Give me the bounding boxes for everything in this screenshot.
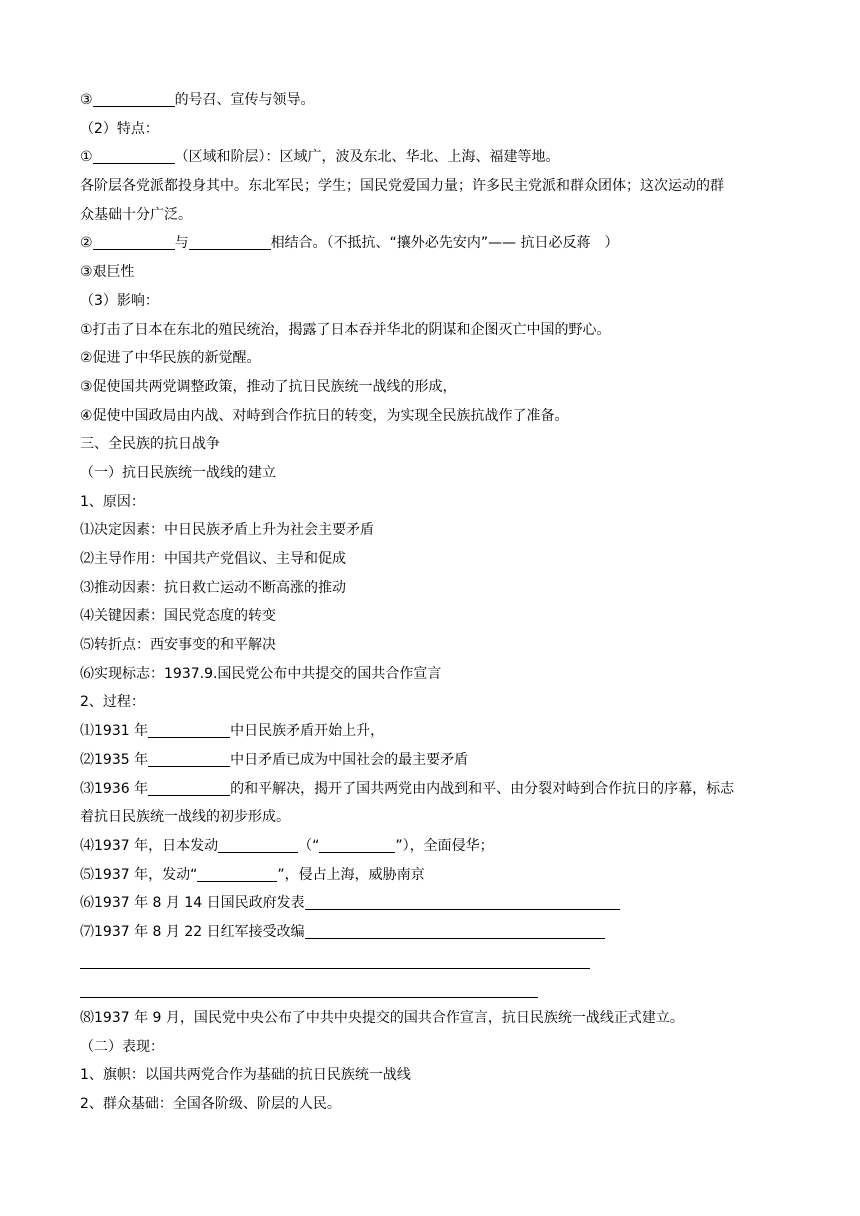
line-text: 2、群众基础：全国各阶级、阶层的人民。 [80,1096,341,1113]
text-line [80,602,780,631]
text-line [80,746,780,775]
text-line [80,229,780,258]
line-text: ⑴决定因素：中日民族矛盾上升为社会主要矛盾 [80,522,374,539]
line-text: ”），全面侵华； [395,837,494,854]
line-text: ”，侵占上海，威胁南京 [277,866,425,883]
text-line [80,574,780,603]
line-text: ⑸1937 年，发动“ [80,866,198,883]
line-text: （2）特点： [80,120,159,137]
answer-line[interactable] [80,947,780,976]
line-text: 1、原因： [80,493,145,510]
subsection-heading [80,688,780,717]
line-text: ⑴1931 年 [80,723,149,740]
fill-blank[interactable] [93,147,175,164]
section-heading [80,459,780,488]
line-text: 各阶层各党派都投身其中。东北军民；学生；国民党爱国力量；许多民主党派和群众团体；这次运动的群 [80,178,724,195]
fill-blank[interactable] [305,922,605,939]
line-text: （“ [298,837,320,854]
text-line [80,516,780,545]
line-text: （区域和阶层）：区域广，波及东北、华北、上海、福建等地。 [174,149,560,166]
text-line [80,545,780,574]
text-line [80,86,780,115]
line-text: 着抗日民族统一战线的初步形成。 [80,809,290,826]
text-line [80,316,780,345]
line-text: ① [80,149,93,166]
underline [80,997,538,998]
line-text: 相结合。（不抵抗、“攘外必先安内”—— 抗日必反蒋 ） [270,235,619,252]
text-line [80,660,780,689]
line-text: ② [80,235,93,252]
fill-blank[interactable] [218,836,298,853]
line-text: 中日民族矛盾开始上升， [230,723,385,740]
line-text: ③ [80,92,93,108]
text-line [80,1061,780,1090]
line-text: ⑷关键因素：国民党态度的转变 [80,608,276,625]
line-text: ③促使国共两党调整政策，推动了抗日民族统一战线的形成， [80,378,457,395]
text-line [80,373,780,402]
fill-blank[interactable] [93,233,175,250]
line-text: （二）表现： [80,1038,164,1055]
text-line [80,775,780,804]
text-line [80,631,780,660]
line-text: ⑹实现标志：1937.9.国民党公布中共提交的国共合作宣言 [80,665,442,682]
text-line [80,832,780,861]
section-heading [80,115,780,144]
line-text: （3）影响： [80,292,159,309]
fill-blank[interactable] [189,233,271,250]
text-line [80,1090,780,1119]
text-line [80,717,780,746]
line-text: ①打击了日本在东北的殖民统治，揭露了日本吞并华北的阴谋和企图灭亡中国的野心。 [80,321,611,338]
text-line [80,258,780,287]
line-text: ⑵1935 年 [80,751,149,768]
line-text: 的号召、宣传与领导。 [174,92,315,108]
line-text: ⑷1937 年，日本发动 [80,837,219,854]
text-line [80,803,780,832]
line-text: 众基础十分广泛。 [80,206,192,223]
line-text: ④促使中国政局由内战、对峙到合作抗日的转变，为实现全民族抗战作了准备。 [80,407,569,424]
subsection-heading [80,488,780,517]
line-text: ⑶1936 年 [80,780,149,797]
line-text: 的和平解决，揭开了国共两党由内战到和平、由分裂对峙到合作抗日的序幕，标志 [230,780,735,797]
line-text: ⑻1937 年 9 月，国民党中央公布了中共中央提交的国共合作宣言，抗日民族统一战线正式建立。 [80,1010,684,1026]
line-text: 1、旗帜：以国共两党合作为基础的抗日民族统一战线 [80,1067,411,1084]
text-line [80,1004,780,1033]
line-text: ⑸转折点：西安事变的和平解决 [80,637,276,654]
chapter-heading [80,430,780,459]
text-line [80,402,780,431]
fill-blank[interactable] [319,836,395,853]
text-line [80,918,780,947]
fill-blank[interactable] [305,893,620,910]
section-heading [80,1033,780,1062]
line-text: ⑺1937 年 8 月 22 日红军接受改编 [80,923,305,940]
text-line [80,861,780,890]
text-line [80,172,780,201]
underline [80,968,590,969]
line-text: 2、过程： [80,694,145,711]
line-text: （一）抗日民族统一战线的建立 [80,464,276,481]
line-text: ③艰巨性 [80,264,135,281]
text-line [80,201,780,230]
text-line [80,889,780,918]
section-heading [80,287,780,316]
fill-blank[interactable] [148,750,230,767]
fill-blank[interactable] [93,90,175,107]
answer-line[interactable] [80,975,780,1004]
line-text: 三、全民族的抗日战争 [80,436,220,453]
line-text: ②促进了中华民族的新觉醒。 [80,350,261,367]
line-text: ⑵主导作用：中国共产党倡议、主导和促成 [80,551,346,567]
fill-blank[interactable] [148,779,230,796]
line-text: ⑹1937 年 8 月 14 日国民政府发表 [80,895,305,912]
line-text: ⑶推动因素：抗日救亡运动不断高涨的推动 [80,579,346,596]
document-page [80,86,780,1119]
text-line [80,143,780,172]
line-text: 中日矛盾已成为中国社会的最主要矛盾 [230,751,469,768]
fill-blank[interactable] [148,721,230,738]
text-line [80,344,780,373]
fill-blank[interactable] [197,865,277,882]
line-text: 与 [174,235,189,252]
